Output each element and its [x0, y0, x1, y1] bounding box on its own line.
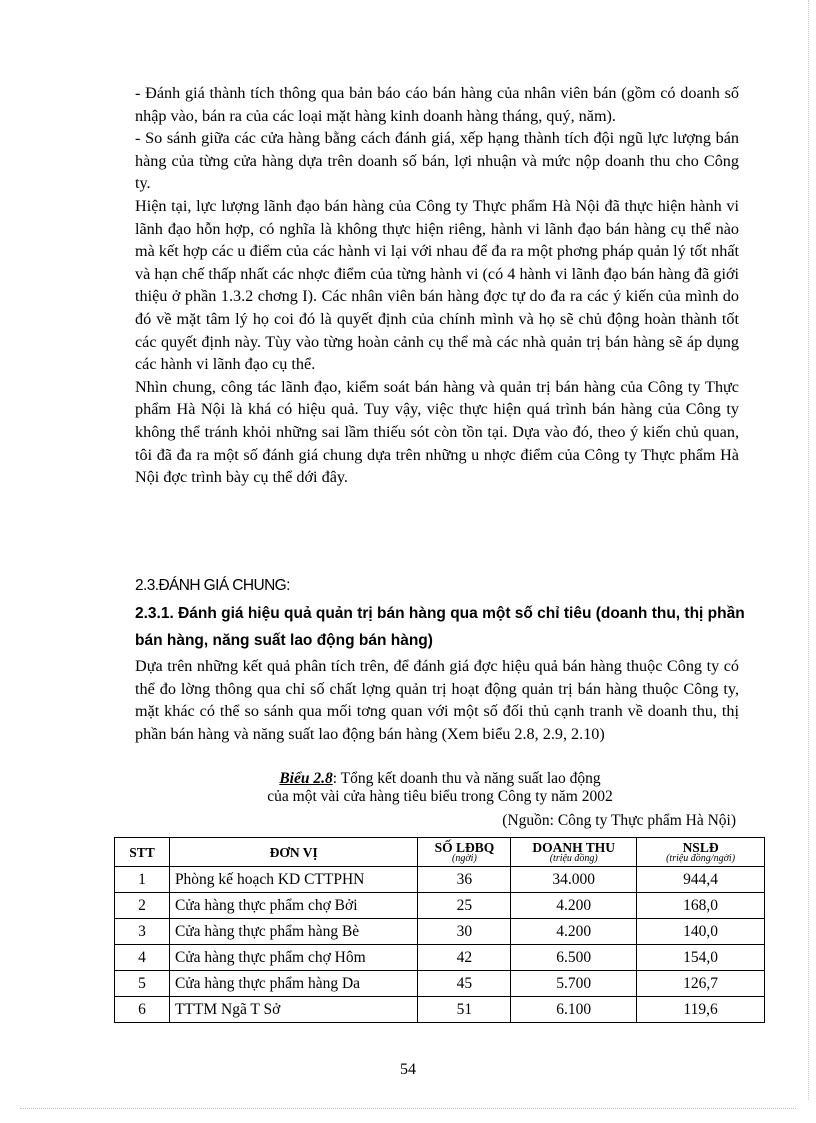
cell-unit: Phòng kế hoạch KD CTTPHN [169, 867, 418, 893]
cell-stt: 2 [115, 893, 170, 919]
cell-stt: 6 [115, 997, 170, 1023]
header-productivity: NSLĐ (triệu đồng/ngời) [637, 838, 765, 867]
cell-staff: 30 [418, 919, 511, 945]
cell-productivity: 126,7 [637, 971, 765, 997]
table-caption-line2: của một vài cửa hàng tiêu biểu trong Công ty năm 2002 [267, 788, 613, 805]
table-source: (Nguồn: Công ty Thực phẩm Hà Nội) [502, 812, 736, 829]
page-right-divider [808, 0, 809, 1100]
table-header-row [115, 838, 765, 867]
cell-productivity: 119,6 [637, 997, 765, 1023]
cell-productivity: 944,4 [637, 867, 765, 893]
cell-productivity: 154,0 [637, 945, 765, 971]
cell-unit: Cửa hàng thực phẩm chợ Hôm [169, 945, 418, 971]
header-staff-count: SỐ LĐBQ (ngời) [418, 838, 511, 867]
header-stt: STT [115, 838, 170, 867]
paragraph: Dựa trên những kết quả phân tích trên, để đánh giá đợc hiệu quả bán hàng thuộc Công ty có thể đo lờng thông qua chỉ số chất lợng quản trị hoạt động quản trị bán hàng thuộc Công ty, mặt khác có thể so sánh qua mối tơng quan với một số đối thủ cạnh tranh về doanh thu, thị phần bán hàng và năng suất lao động bán hàng (Xem biểu 2.8, 2.9, 2.10) [135, 657, 739, 743]
revenue-table [114, 837, 765, 1023]
cell-productivity: 140,0 [637, 919, 765, 945]
cell-stt: 1 [115, 867, 170, 893]
caption-label: Biểu 2.8 [279, 770, 333, 787]
page-number: 54 [400, 1061, 416, 1078]
page-bottom-divider [20, 1108, 796, 1109]
table-row [115, 945, 765, 971]
paragraph: - So sánh giữa các cửa hàng bằng cách đánh giá, xếp hạng thành tích đội ngũ lực lượng bán hàng của từng cửa hàng dựa trên doanh số bán, lợi nhuận và mức nộp doanh thu cho Công ty. [135, 129, 739, 193]
body-text-bottom [135, 655, 739, 745]
header-revenue: DOANH THU (triệu đồng) [511, 838, 637, 867]
cell-stt: 4 [115, 945, 170, 971]
cell-unit: Cửa hàng thực phẩm hàng Bè [169, 919, 418, 945]
subsection-heading: 2.3.1. Đánh giá hiệu quả quản trị bán hàng qua một số chỉ tiêu (doanh thu, thị phần bán hàng, năng suất lao động bán hàng) [135, 605, 745, 649]
cell-revenue: 4.200 [511, 919, 637, 945]
paragraph: Hiện tại, lực lượng lãnh đạo bán hàng của Công ty Thực phẩm Hà Nội đã thực hiện hành vi lãnh đạo hỗn hợp, có nghĩa là không thực hiện riêng, hành vi lãnh đạo bán hàng cụ thể nào mà kết hợp các u điểm của các hành vi lại với nhau để đa ra một phơng pháp quản lý tốt nhất và hạn chế thấp nhất các nhợc điểm của từng hành vi (có 4 hành vi lãnh đạo bán hàng đã giới thiệu ở phần 1.3.2 chơng I). Các nhân viên bán hàng đợc tự do đa ra các ý kiến của mình do đó về mặt tâm lý họ coi đó là quyết định của chính mình và họ sẽ chủ động hoàn thành tốt các quyết định này. Tùy vào từng hoàn cảnh cụ thể mà các nhà quản trị bán hàng sẽ áp dụng các hành vi lãnh đạo cụ thể. [135, 196, 739, 374]
cell-staff: 25 [418, 893, 511, 919]
table-caption [135, 771, 745, 787]
cell-revenue: 6.100 [511, 997, 637, 1023]
body-text-top [135, 82, 739, 489]
cell-unit: Cửa hàng thực phẩm chợ Bởi [169, 893, 418, 919]
table-row [115, 893, 765, 919]
table-row [115, 971, 765, 997]
table-row [115, 997, 765, 1023]
cell-productivity: 168,0 [637, 893, 765, 919]
cell-unit: Cửa hàng thực phẩm hàng Da [169, 971, 418, 997]
cell-revenue: 6.500 [511, 945, 637, 971]
paragraph: - Đánh giá thành tích thông qua bản báo cáo bán hàng của nhân viên bán (gồm có doanh số nhập vào, bán ra của các loại mặt hàng kinh doanh hàng tháng, quý, năm). [135, 84, 739, 125]
paragraph: Nhìn chung, công tác lãnh đạo, kiểm soát bán hàng và quản trị bán hàng của Công ty Thực phẩm Hà Nội là khá có hiệu quả. Tuy vậy, việc thực hiện quá trình bán hàng của Công ty không thể tránh khỏi những sai lầm thiếu sót còn tồn tại. Dựa vào đó, theo ý kiến chủ quan, tôi đã đa ra một số đánh giá chung dựa trên những u nhợc điểm của Công ty Thực phẩm Hà Nội đợc trình bày cụ thể dới đây. [135, 377, 739, 487]
cell-staff: 45 [418, 971, 511, 997]
table-row [115, 919, 765, 945]
cell-revenue: 5.700 [511, 971, 637, 997]
cell-unit: TTTM Ngã T Sở [169, 997, 418, 1023]
cell-staff: 42 [418, 945, 511, 971]
cell-revenue: 34.000 [511, 867, 637, 893]
cell-stt: 3 [115, 919, 170, 945]
table-row [115, 867, 765, 893]
cell-staff: 51 [418, 997, 511, 1023]
cell-stt: 5 [115, 971, 170, 997]
cell-staff: 36 [418, 867, 511, 893]
section-heading: 2.3.ĐÁNH GIÁ CHUNG: [135, 577, 290, 594]
caption-line1: : Tổng kết doanh thu và năng suất lao động [332, 770, 601, 787]
cell-revenue: 4.200 [511, 893, 637, 919]
header-unit-name: ĐƠN VỊ [169, 838, 418, 867]
